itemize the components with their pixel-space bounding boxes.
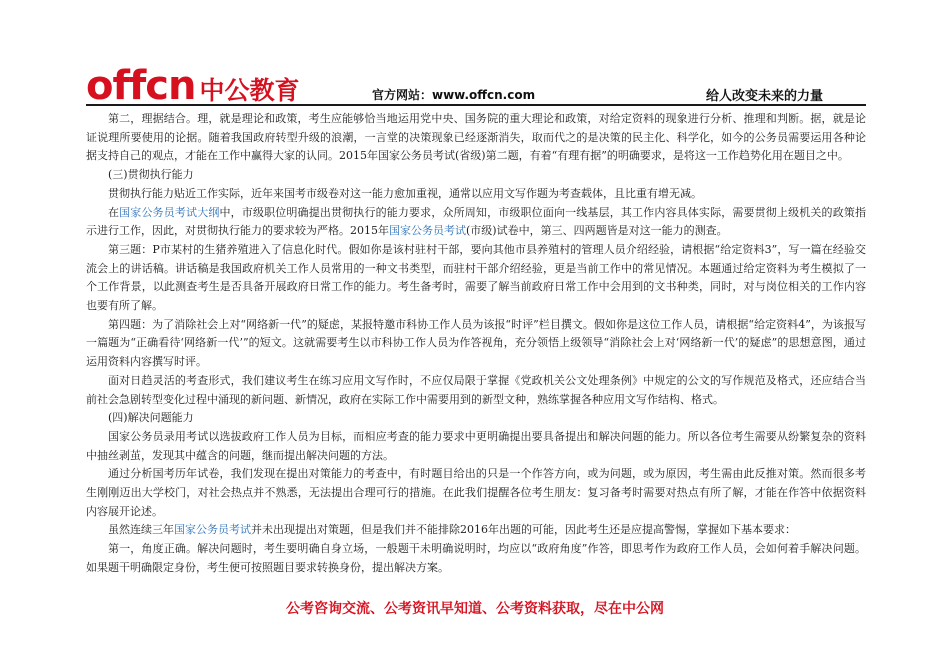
slogan: 给人改变未来的力量 xyxy=(706,89,824,104)
paragraph-syllabus xyxy=(86,204,866,241)
text: 虽然连续三年 xyxy=(108,523,174,537)
section-heading-problem-solving: (四)解决问题能力 xyxy=(108,411,194,425)
page-header xyxy=(0,0,950,110)
text: 并未出现提出对策题，但是我们并不能排除2016年出题的可能，因此考生还是应提高警惕，掌握如下基本要求： xyxy=(251,523,796,537)
text: (市级)试卷中，第三、四两题皆是对这一能力的测查。 xyxy=(466,224,728,238)
text: 中，市级职位明确提出贯彻执行的能力要求，众所周知，市级职位面向一线基层，其工作内容具体实际，需要贯彻上级机关的政策指示进行工作，因此，对贯彻执行能力的要求较为严格。2015年 xyxy=(86,205,867,238)
paragraph-execution-intro: 贯彻执行能力贴近工作实际，近年来国考市级卷对这一能力愈加重视，通常以应用文写作题为考查载体，且比重有增无减。 xyxy=(108,186,702,200)
logo-latin-text: offcn xyxy=(86,63,196,109)
paragraph-theory-evidence: 第二，理据结合。理，就是理论和政策，考生应能够恰当地运用党中央、国务院的重大理论和政策，对给定资料的现象进行分析、推理和判断。据，就是论证说理所要使用的论据。随着我国政府转型升级的浪潮，一言堂的决策现象已经逐渐消失，取而代之的是决策的民主化、科学化，如今的公务员需要运用各种论据支持自己的观点，才能在工作中赢得大家的认同。2015年国家公务员考试(省级)第二题，有着“有理有据”的明确要求，是将这一工作趋势化用在题目之中。 xyxy=(86,112,866,163)
exam-link[interactable]: 国家公务员考试 xyxy=(389,224,466,238)
paragraph-past-papers: 通过分析国考历年试卷，我们发现在提出对策能力的考查中，有时题目给出的只是一个作答方向，或为问题，或为原因，考生需由此反推对策。然而很多考生刚刚迈出大学校门，对社会热点并不熟悉，无法提出合理可行的措施。在此我们提醒各位考生朋友：复习备考时需要对热点有所了解，才能在作答中依据资料内容展开论述。 xyxy=(86,467,866,518)
paragraph-writing-advice: 面对日趋灵活的考查形式，我们建议考生在练习应用文写作时，不应仅局限于掌握《党政机关公文处理条例》中规定的公文的写作规范及格式，还应结合当前社会急剧转型变化过程中涌现的新问题、新情况，政府在实际工作中需要用到的新型文种，熟练掌握各种应用文写作结构、格式。 xyxy=(86,373,866,406)
paragraph-question-4: 第四题：为了消除社会上对“网络新一代”的疑虑，某报特邀市科协工作人员为该报“时评”栏目撰文。假如你是这位工作人员，请根据“给定资料4”，为该报写一篇题为“正确看待‘网络新一代’”的短文。这就需要考生以市科协工作人员为作答视角，充分领悟上级领导“消除社会上对‘网络新一代’的疑虑”的思想意图，通过运用资料内容撰写时评。 xyxy=(86,317,866,369)
paragraph-problem-solving-intro: 国家公务员录用考试以选拔政府工作人员为目标，而相应考查的能力要求中更明确提出要具备提出和解决问题的能力。所以各位考生需要从纷繁复杂的资料中抽丝剥茧，发现其中蕴含的问题，继而提出解决问题的方法。 xyxy=(86,429,866,462)
section-heading-execution: (三)贯彻执行能力 xyxy=(108,168,194,182)
text: 在 xyxy=(108,205,120,219)
header-divider xyxy=(86,104,866,106)
paragraph-three-years xyxy=(86,521,866,540)
logo-chinese-text: 中公教育 xyxy=(199,76,300,105)
paragraph-correct-angle: 第一，角度正确。解决问题时，考生要明确自身立场，一般题干未明确说明时，均应以“政府角度”作答，即思考作为政府工作人员，会如何着手解决问题。如果题干明确限定身份，考生便可按照题目要求转换身份，提出解决方案。 xyxy=(86,542,866,574)
document-body xyxy=(86,110,866,578)
offcn-logo[interactable] xyxy=(86,56,300,109)
footer-banner: 公考咨询交流、公考资讯早知道、公考资料获取，尽在中公网 xyxy=(286,601,664,617)
syllabus-link[interactable]: 国家公务员考试大纲 xyxy=(119,205,220,219)
paragraph-question-3: 第三题：P市某村的生猪养殖进入了信息化时代。假如你是该村驻村干部，要向其他市县养殖村的管理人员介绍经验，请根据“给定资料3”，写一篇在经验交流会上的讲话稿。讲话稿是我国政府机关工作人员常用的一种文书类型，而驻村干部介绍经验，更是当前工作中的常见情况。本题通过给定资料为考生模拟了一个工作背景，以此测查考生是否具备开展政府日常工作的能力。考生备考时，需要了解当前政府日常工作中会用到的文书种类，同时，对与岗位相关的工作内容也要有所了解。 xyxy=(86,242,866,313)
official-website: 官方网站：www.offcn.com xyxy=(372,88,536,102)
exam-link[interactable]: 国家公务员考试 xyxy=(174,523,251,537)
